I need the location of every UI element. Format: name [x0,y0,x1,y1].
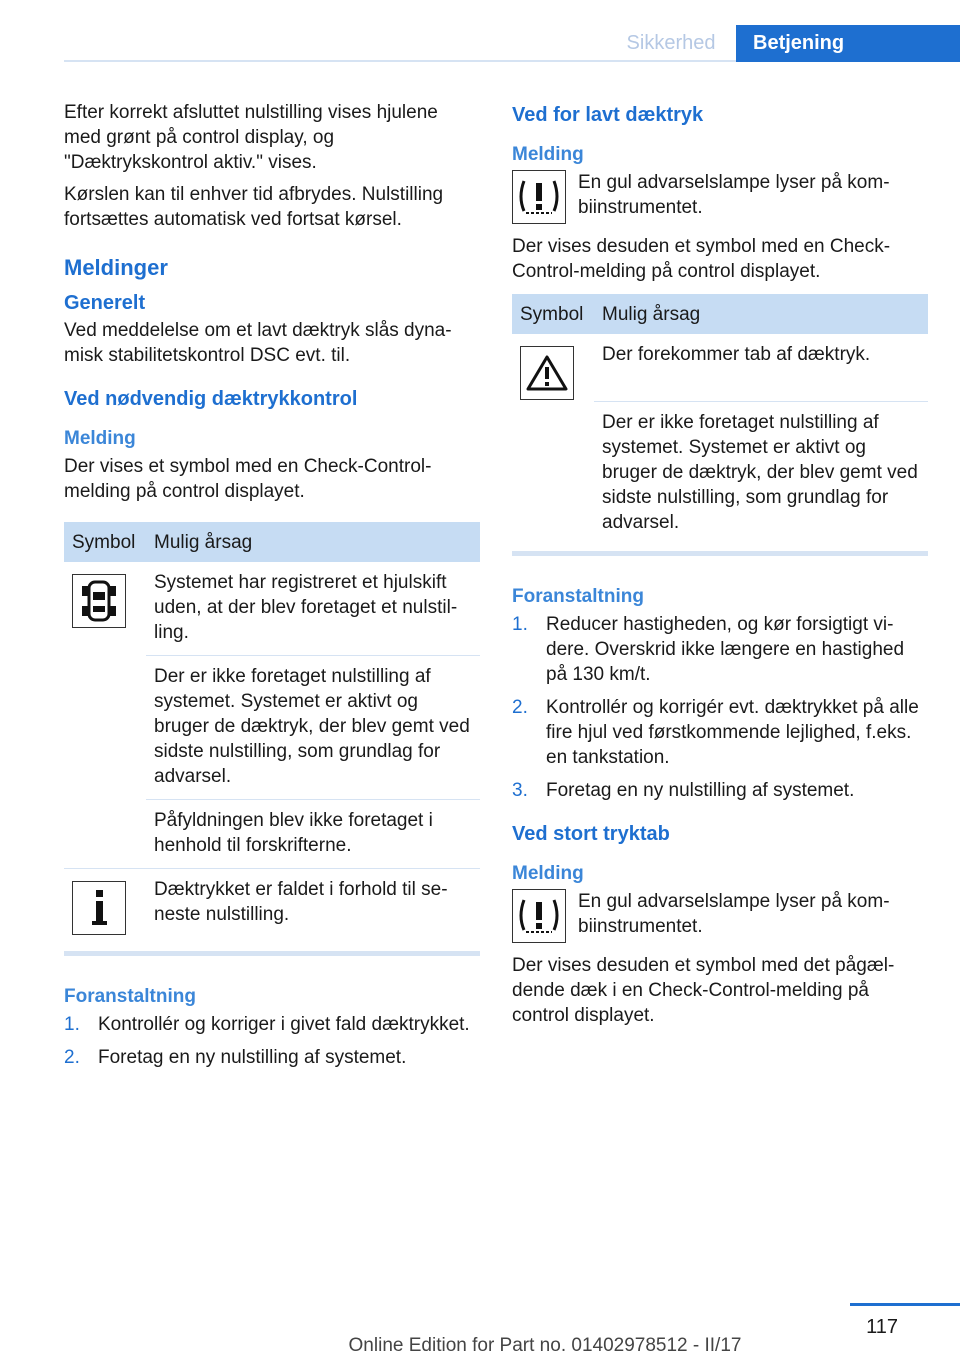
symbol-table-right [512,294,928,545]
cause-row-1: Systemet har registreret et hjulskift uden, at der blev foretaget et nulstilling. [154,572,458,643]
list-item: 2. Foretag en ny nulstilling af systemet. [64,1047,407,1068]
cause-row-2: Der er ikke foretaget nulstilling af systemet. Systemet er aktivt og bruger de dæktryk, der blev gemt ved sidste nulstilling, som grundlag for advarsel. [594,402,928,546]
edition-text: Online Edition for Part no. 01402978512 - II/17 [348,1335,742,1356]
cause-row-2: Der er ikke foretaget nulstilling af systemet. Systemet er aktivt og bruger de dæktryk, der blev gemt ved sidste nulstilling, som grundlag for advarsel. [146,656,480,800]
warning-triangle-icon [520,346,574,400]
table-end-rule [512,551,928,556]
footer-rule [850,1303,960,1306]
tab-betjening[interactable]: Betjening [736,25,960,62]
cause-row-4: Dæktrykket er faldet i forhold til seneste nulstilling. [146,869,480,946]
symbol-text-2: Der vises desuden et symbol med det pågældende dæk i en Check-Control-melding på control displayet. [512,955,895,1026]
general-text: Ved meddelelse om et lavt dæktryk slås dynamisk stabilitetskontrol DSC evt. til. [64,320,452,366]
intro-paragraph-2: Kørslen kan til enhver tid afbrydes. Nulstilling fortsættes automatisk ved fortsat kørsel. [64,184,444,230]
list-item: 3. Foretag en ny nulstilling af systemet. [512,780,855,801]
symbol-text: Der vises desuden et symbol med en Check-Control-melding på control displayet. [512,236,891,282]
col-symbol: Symbol [512,294,594,334]
heading-foranstaltning: Foranstaltning [512,586,644,607]
table-end-rule [64,951,480,956]
col-cause: Mulig årsag [146,522,480,562]
intro-paragraph-1: Efter korrekt afsluttet nulstilling vises hjulene med grønt på control display, og "Dæktrykskontrol aktiv." vises. [64,102,438,173]
heading-needed-check: Ved nødvendig dæktrykkontrol [64,388,358,410]
list-item: 2. Kontrollér og korrigér evt. dæktrykket på alle fire hjul ved førstkommende lejlighed, f.eks. en tankstation. [512,697,919,768]
heading-meldinger: Meldinger [64,255,168,280]
heading-low-pressure: Ved for lavt dæktryk [512,104,704,126]
cause-row-1: Der forekommer tab af dæktryk. [602,344,871,365]
page-number: 117 [866,1316,898,1338]
warning-lamp-row [512,170,928,224]
warning-lamp-row-2 [512,889,928,943]
warning-lamp-text: En gul advarselslampe lyser på kombiinstrumentet. [578,172,890,218]
info-icon [72,881,126,935]
tire-pressure-warning-icon [512,170,566,224]
col-symbol: Symbol [64,522,146,562]
warning-lamp-text-2: En gul advarselslampe lyser på kombiinstrumentet. [578,891,890,937]
col-cause: Mulig årsag [594,294,928,334]
car-wheel-change-icon [72,574,126,628]
list-item: 1. Kontrollér og korriger i givet fald dæktrykket. [64,1014,470,1035]
right-column [512,100,928,1035]
left-column [64,100,480,1078]
symbol-table-left [64,522,480,945]
heading-melding: Melding [512,144,584,165]
cause-row-3: Påfyldningen blev ikke foretaget i henhold til forskrifterne. [146,800,480,869]
tab-sikkerhed[interactable]: Sikkerhed [626,32,716,54]
heading-melding: Melding [64,428,136,449]
message-text: Der vises et symbol med en Check-Control-melding på control displayet. [64,456,432,502]
heading-foranstaltning: Foranstaltning [64,986,196,1007]
action-steps [64,1012,480,1070]
heading-generelt: Generelt [64,292,146,314]
action-steps [512,612,928,803]
heading-melding-2: Melding [512,863,584,884]
list-item: 1. Reducer hastigheden, og kør forsigtigt videre. Overskrid ikke længere en hastighed på 130 km/t. [512,614,905,685]
tire-pressure-warning-icon [512,889,566,943]
heading-big-loss: Ved stort tryktab [512,823,670,845]
